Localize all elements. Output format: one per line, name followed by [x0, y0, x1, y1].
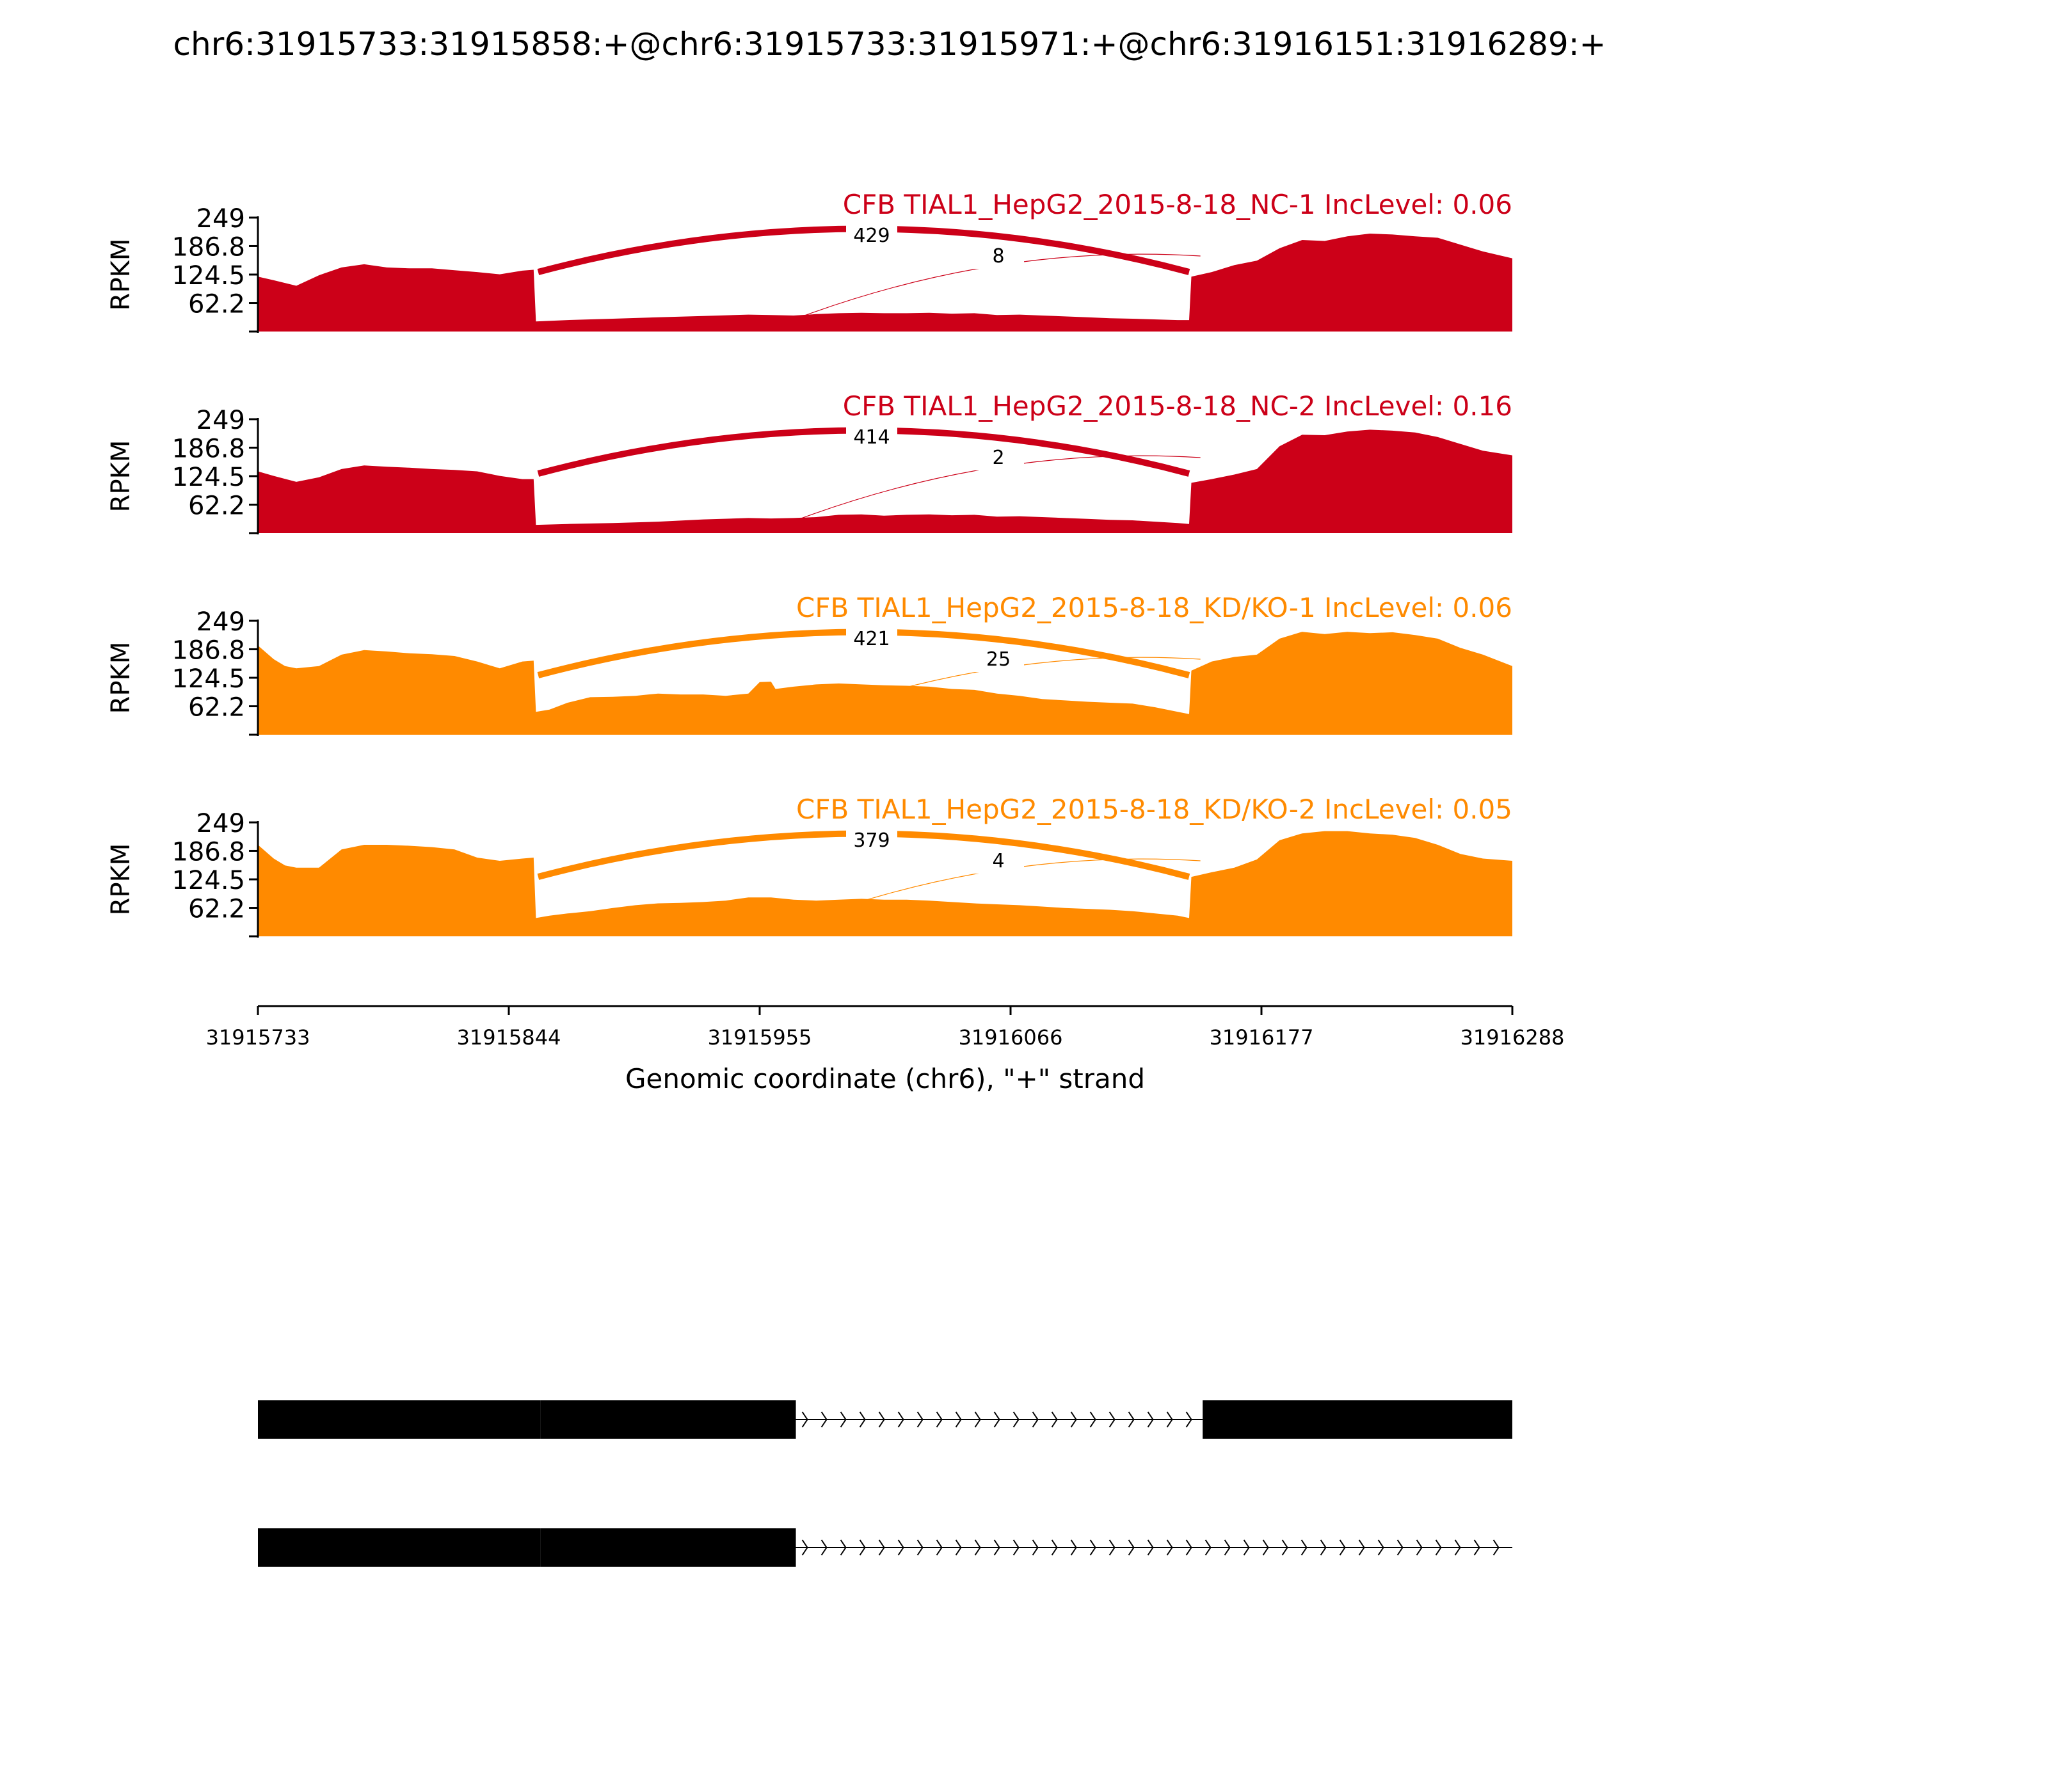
y-tick-label: 124.5 [172, 463, 245, 492]
sample-label: CFB TIAL1_HepG2_2015-8-18_NC-1 IncLevel: 0.06 [842, 189, 1512, 220]
sample-track [106, 794, 1512, 938]
y-tick-label: 62.2 [188, 692, 245, 723]
y-tick-label: 124.5 [172, 664, 245, 694]
isoform-tracks [258, 1400, 1512, 1567]
x-tick-label: 31915733 [205, 1025, 310, 1050]
exon-block [540, 1528, 796, 1567]
y-axis-label: RPKM [106, 641, 136, 714]
exon-block [540, 1400, 796, 1439]
y-tick-label: 62.2 [188, 491, 245, 521]
x-tick-label: 31916066 [958, 1025, 1063, 1050]
isoform-track [258, 1528, 1512, 1567]
x-axis-label: Genomic coordinate (chr6), "+" strand [625, 1063, 1146, 1094]
junction-read-count: 414 [853, 426, 890, 449]
exon-block [258, 1528, 540, 1567]
y-tick-label: 249 [196, 406, 245, 435]
y-tick-label: 249 [196, 607, 245, 637]
y-tick-label: 186.8 [172, 837, 245, 867]
y-tick-label: 124.5 [172, 261, 245, 291]
junction-read-count: 429 [853, 225, 890, 247]
sample-track [106, 189, 1512, 333]
junction-read-count: 4 [992, 850, 1005, 872]
page-title: chr6:31915733:31915858:+@chr6:31915733:31915971:+@chr6:31916151:31916289:+ [173, 26, 1606, 63]
isoform-track [258, 1400, 1512, 1439]
x-tick-label: 31915955 [707, 1025, 812, 1050]
junction-read-count: 25 [986, 648, 1011, 671]
y-tick-label: 186.8 [172, 232, 245, 262]
sample-label: CFB TIAL1_HepG2_2015-8-18_KD/KO-1 IncLevel: 0.06 [796, 592, 1512, 623]
y-tick-label: 62.2 [188, 894, 245, 924]
sample-track [106, 390, 1512, 534]
junction-read-count: 8 [992, 245, 1005, 268]
junction-read-count: 379 [853, 829, 890, 852]
y-tick-label: 62.2 [188, 289, 245, 319]
junction-read-count: 2 [992, 447, 1005, 469]
y-tick-label: 186.8 [172, 636, 245, 666]
y-tick-label: 124.5 [172, 866, 245, 895]
y-tick-label: 249 [196, 809, 245, 838]
y-axis-label: RPKM [106, 238, 136, 311]
x-axis [206, 1006, 1565, 1094]
x-tick-label: 31915844 [456, 1025, 561, 1050]
x-tick-label: 31916288 [1460, 1025, 1565, 1050]
y-axis-label: RPKM [106, 843, 136, 916]
x-tick-label: 31916177 [1209, 1025, 1314, 1050]
junction-read-count: 421 [853, 628, 890, 650]
y-tick-label: 186.8 [172, 434, 245, 464]
sample-track [106, 592, 1512, 736]
exon-block [1203, 1400, 1512, 1439]
sample-label: CFB TIAL1_HepG2_2015-8-18_NC-2 IncLevel: 0.16 [842, 390, 1512, 422]
exon-block [258, 1400, 540, 1439]
coverage-tracks [106, 189, 1512, 938]
y-tick-label: 249 [196, 204, 245, 234]
sample-label: CFB TIAL1_HepG2_2015-8-18_KD/KO-2 IncLevel: 0.05 [796, 794, 1512, 825]
y-axis-label: RPKM [106, 440, 136, 513]
